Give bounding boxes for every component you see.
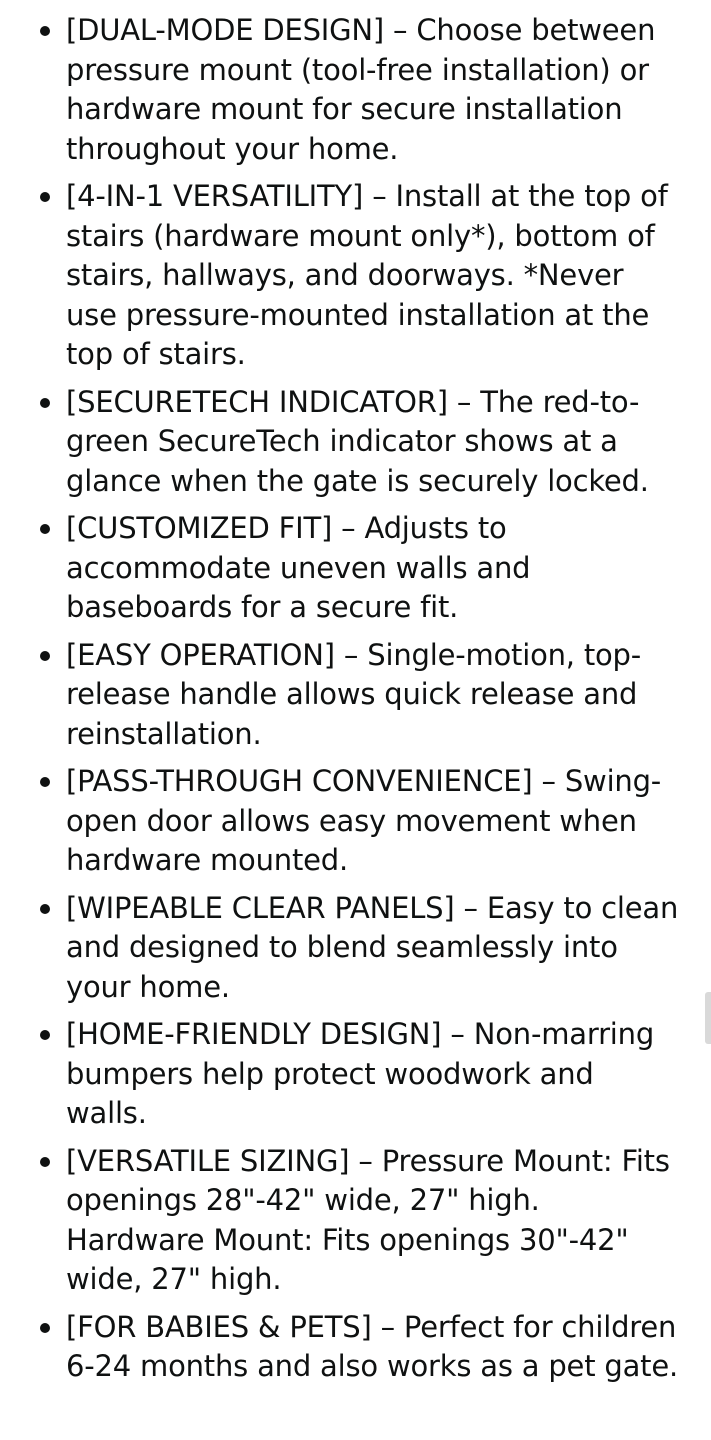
feature-bullet [66,1015,683,1134]
bullet-dot-icon [40,777,50,787]
feature-bullet-text: [SECURETECH INDICATOR] – The red-to-green SecureTech indicator shows at a glance when the gate is securely locked. [66,384,649,498]
feature-bullet-text: [CUSTOMIZED FIT] – Adjusts to accommodate uneven walls and baseboards for a secure fit. [66,511,531,624]
feature-bullet [66,762,683,881]
feature-bullet [66,383,683,502]
feature-bullet [66,1142,683,1300]
bullet-dot-icon [40,904,50,914]
feature-bullet-text: [VERSATILE SIZING] – Pressure Mount: Fits openings 28"-42" wide, 27" high. Hardware Mount: Fits openings 30"-42" wide, 27" high. [66,1143,670,1296]
bullet-dot-icon [40,651,50,661]
feature-bullet-text: [HOME-FRIENDLY DESIGN] – Non-marring bumpers help protect woodwork and walls. [66,1017,655,1130]
bullet-dot-icon [40,1030,50,1040]
feature-bullet [66,177,683,375]
feature-bullet-text: [DUAL-MODE DESIGN] – Choose between pressure mount (tool-free installation) or hardware mount for secure installation throughout your home. [66,13,656,166]
feature-bullet [66,636,683,755]
feature-bullet [66,1308,683,1387]
bullet-dot-icon [40,1323,50,1333]
feature-bullet-text: [4-IN-1 VERSATILITY] – Install at the top of stairs (hardware mount only*), bottom of stairs, hallways, and doorways. *Never use pressure-mounted installation at the top of stairs. [66,179,668,371]
bullet-dot-icon [40,26,50,36]
feature-bullet-text: [FOR BABIES & PETS] – Perfect for children 6-24 months and also works as a pet gate. [66,1309,679,1383]
bullet-dot-icon [40,192,50,202]
bullet-dot-icon [40,524,50,534]
scrollbar-thumb[interactable] [705,992,711,1044]
bullet-dot-icon [40,1157,50,1167]
bullet-dot-icon [40,398,50,408]
feature-bullet-text: [WIPEABLE CLEAR PANELS] – Easy to clean and designed to blend seamlessly into your home. [66,890,679,1004]
feature-bullet-text: [EASY OPERATION] – Single-motion, top-release handle allows quick release and reinstallation. [66,637,642,751]
feature-bullet [66,889,683,1008]
feature-bullet [66,11,683,169]
feature-bullet [66,509,683,628]
feature-bullet-text: [PASS-THROUGH CONVENIENCE] – Swing-open door allows easy movement when hardware mounted. [66,764,662,877]
